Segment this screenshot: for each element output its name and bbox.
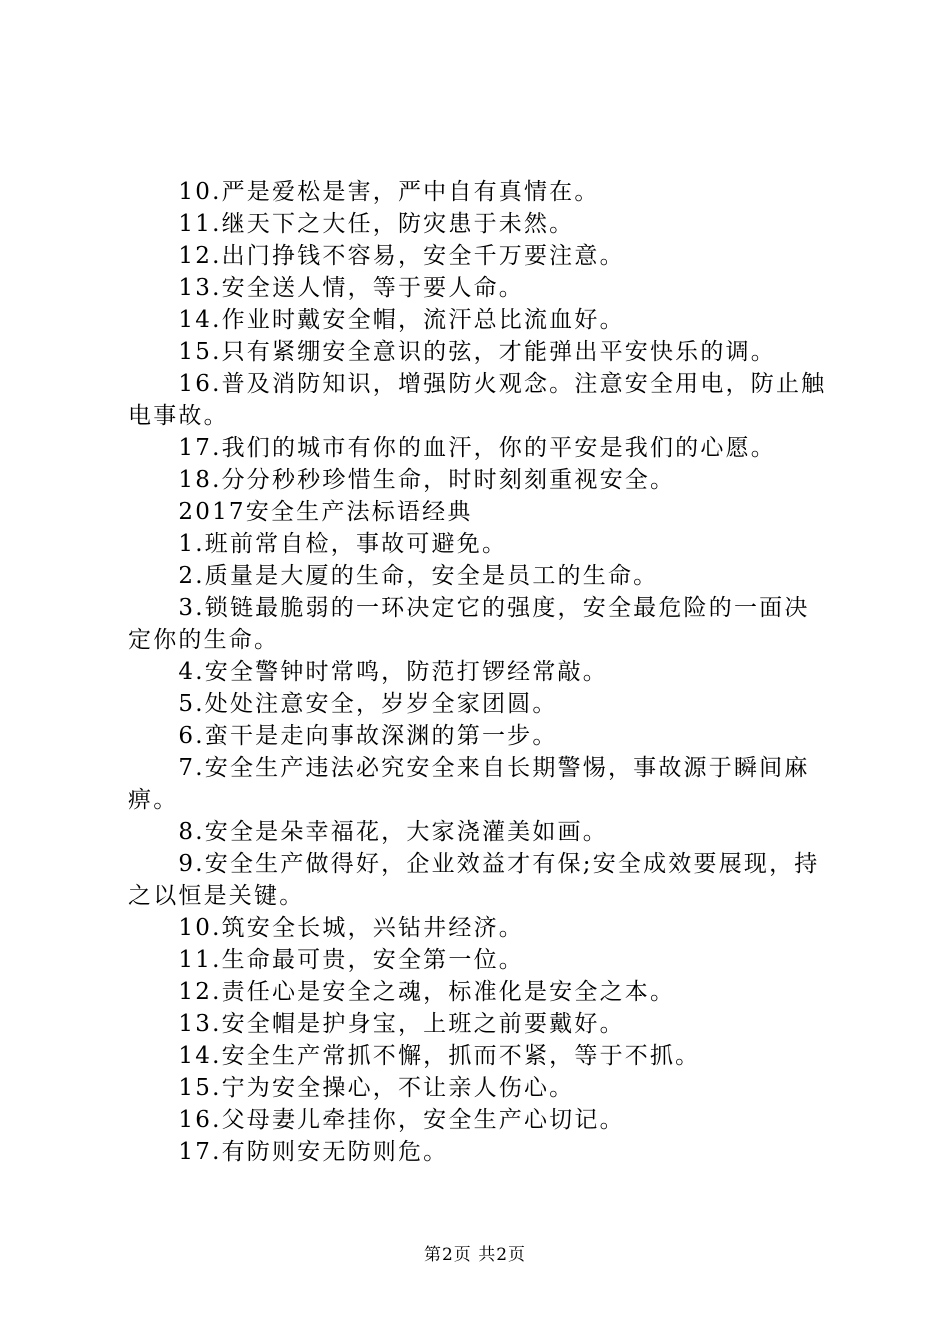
text-line: 9.安全生产做得好，企业效益才有保;安全成效要展现，持 bbox=[128, 851, 820, 877]
text-line: 7.安全生产违法必究安全来自长期警惕，事故源于瞬间麻 bbox=[128, 755, 810, 781]
text-line: 17.有防则安无防则危。 bbox=[128, 1139, 449, 1165]
text-line: 14.安全生产常抓不懈，抓而不紧，等于不抓。 bbox=[128, 1043, 701, 1069]
text-line: 11.生命最可贵，安全第一位。 bbox=[128, 947, 524, 973]
text-line: 15.只有紧绷安全意识的弦，才能弹出平安快乐的调。 bbox=[128, 339, 776, 365]
text-line: 10.严是爱松是害，严中自有真情在。 bbox=[128, 179, 600, 205]
text-line: 2.质量是大厦的生命，安全是员工的生命。 bbox=[128, 563, 659, 589]
text-line: 13.安全送人情，等于要人命。 bbox=[128, 275, 524, 301]
text-line: 痹。 bbox=[128, 787, 179, 813]
text-line: 1.班前常自检，事故可避免。 bbox=[128, 531, 508, 557]
text-line: 3.锁链最脆弱的一环决定它的强度，安全最危险的一面决 bbox=[128, 595, 810, 621]
text-line: 之以恒是关键。 bbox=[128, 883, 305, 909]
text-line: 4.安全警钟时常鸣，防范打锣经常敲。 bbox=[128, 659, 608, 685]
text-line: 12.责任心是安全之魂，标准化是安全之本。 bbox=[128, 979, 676, 1005]
page-footer: 第2页 共2页 bbox=[423, 1245, 527, 1265]
text-line: 16.父母妻儿牵挂你，安全生产心切记。 bbox=[128, 1107, 625, 1133]
text-line: 8.安全是朵幸福花，大家浇灌美如画。 bbox=[128, 819, 608, 845]
text-line: 17.我们的城市有你的血汗，你的平安是我们的心愿。 bbox=[128, 435, 776, 461]
text-line: 电事故。 bbox=[128, 403, 229, 429]
text-line: 6.蛮干是走向事故深渊的第一步。 bbox=[128, 723, 558, 749]
text-line: 13.安全帽是护身宝，上班之前要戴好。 bbox=[128, 1011, 625, 1037]
text-line: 16.普及消防知识，增强防火观念。注意安全用电，防止触 bbox=[128, 371, 827, 397]
text-line: 18.分分秒秒珍惜生命，时时刻刻重视安全。 bbox=[128, 467, 676, 493]
text-line: 定你的生命。 bbox=[128, 627, 280, 653]
text-line: 5.处处注意安全，岁岁全家团圆。 bbox=[128, 691, 558, 717]
text-line: 14.作业时戴安全帽，流汗总比流血好。 bbox=[128, 307, 625, 333]
text-line: 10.筑安全长城，兴钻井经济。 bbox=[128, 915, 524, 941]
text-line: 12.出门挣钱不容易，安全千万要注意。 bbox=[128, 243, 625, 269]
text-line: 11.继天下之大任，防灾患于未然。 bbox=[128, 211, 575, 237]
section-heading: 2017安全生产法标语经典 bbox=[128, 499, 473, 525]
text-line: 15.宁为安全操心，不让亲人伤心。 bbox=[128, 1075, 575, 1101]
